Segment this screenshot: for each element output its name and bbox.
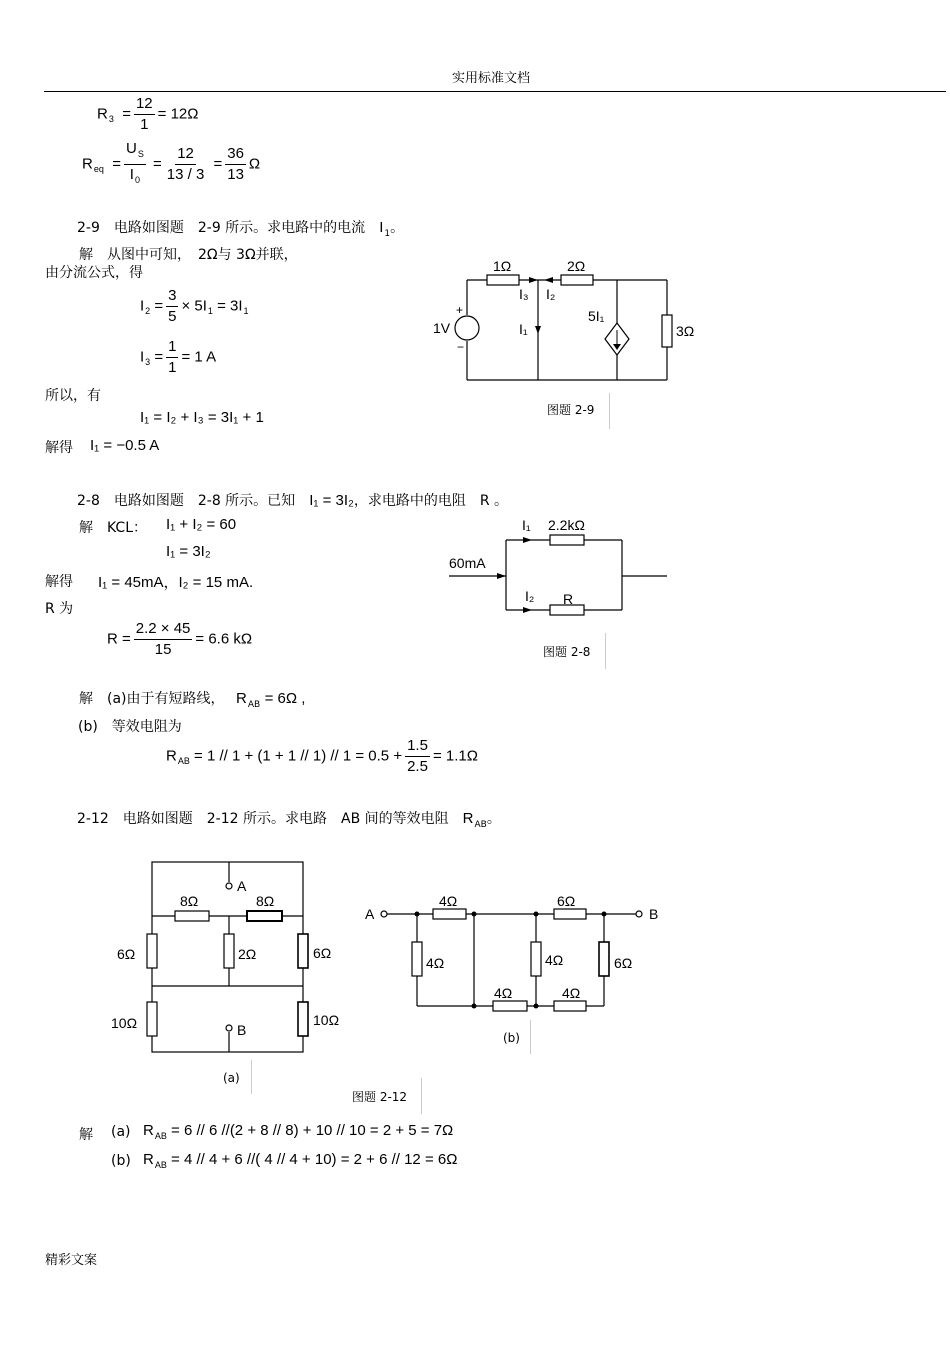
p28-label-r1: 2.2kΩ [548, 517, 585, 533]
p212-sol-label: 解 [79, 1127, 93, 1143]
p212-sol-b-tag: (b) [111, 1153, 131, 1169]
p29-eq1-mid-sub: 1 [207, 306, 213, 317]
p212-sol-b [143, 1151, 457, 1170]
p29-resistor-3ohm [662, 315, 672, 347]
p212-sol-b-rest: = 4 // 4 + 6 //( 4 // 4 + 10) = 2 + 6 // 12 = 6Ω [171, 1151, 458, 1168]
p29-eq2-rhs: = 1 A [181, 348, 217, 366]
eq-r3-den: 1 [140, 116, 149, 133]
p28-sol-label: 解 KCL： [79, 520, 147, 536]
eq-r3-frac [134, 95, 155, 134]
p29-label-i2: I₂ [546, 286, 556, 302]
p29-problem-text: 2-9 电路如图题 2-9 所示。求电路中的电流 [77, 220, 366, 236]
p212b-label-b: B [649, 906, 659, 922]
p212a-label-r2: 2Ω [238, 946, 257, 962]
p28-arrow-i1 [523, 537, 532, 543]
p212a-resistor-10ohm-left [147, 1002, 157, 1036]
p29-label-i1: I₁ [519, 321, 528, 337]
p29-eq2-sub: 3 [145, 357, 151, 368]
eq-req-d3: 13 [227, 166, 244, 183]
p211-eq-rhs: = 1.1Ω [432, 747, 478, 765]
eq-req-n1-sub: S [137, 149, 144, 159]
eq-req-d1-sub: 0 [134, 175, 140, 185]
eq-r3-res: 12Ω [170, 105, 199, 123]
p29-problem [77, 217, 404, 239]
p212-problem-var: R [462, 810, 474, 827]
p212-sol-a-rest: = 6 // 6 //(2 + 8 // 8) + 10 // 10 = 2 + 5 = 7Ω [171, 1122, 454, 1139]
p28-arrow-src [497, 573, 506, 579]
p212-caption-mark [421, 1078, 422, 1114]
p212-problem-text: 2-12 电路如图题 2-12 所示。求电路 AB 间的等效电阻 [77, 811, 449, 827]
p212b-resistor-4ohm-bot1 [493, 1001, 527, 1011]
p28-eq1: I₁ + I₂ = 60 [166, 516, 237, 533]
p29-eq3: I₁ = I₂ + I₃ = 3I₁ + 1 [140, 409, 264, 426]
p212a-resistor-2ohm [224, 934, 234, 968]
header-rule [44, 91, 946, 92]
p212b-resistor-4ohm-mid [531, 942, 541, 976]
p212a-resistor-6ohm-right [298, 934, 308, 968]
p28-label-i2: I₂ [525, 588, 535, 604]
p29-eq2-den: 1 [168, 359, 177, 376]
eq-req: $R_{eq}$ = $\frac{U_S}{I_0}$ = $\frac{12}{13 / 3}$ = $\frac{36}{13}$ Ω [82, 140, 260, 189]
eq-r3-sub: 3 [108, 114, 114, 125]
eq-req-d2: 13 / 3 [166, 166, 205, 183]
p29-resistor-1ohm [487, 275, 519, 285]
eq-r3: $R_3$ = $\frac{12}{1}$ = 12Ω [97, 95, 199, 133]
p211-eq-num: 1.5 [405, 737, 430, 757]
p212a-resistor-6ohm-left [147, 934, 157, 968]
p212a-label-a: A [237, 878, 247, 894]
p212a-resistor-8ohm-left [175, 911, 209, 921]
p29-label-src: 1V [433, 320, 451, 336]
p28-r-frac [134, 620, 193, 659]
p29-result-label: 解得 [45, 440, 73, 456]
p28-r-rhs: = 6.6 kΩ [195, 630, 253, 648]
p29-resistor-2ohm [561, 275, 593, 285]
p29-eq1-rhs-sub: 1 [243, 306, 249, 317]
p212-caption-a-mark [251, 1060, 252, 1094]
eq-req-n1: U [125, 140, 137, 157]
p29-eq2: $I_3$ = $\frac{1}{1}$ = 1 A [140, 338, 217, 376]
p28-r-num: 2.2 × 45 [134, 620, 193, 640]
eq-req-sub: eq [93, 164, 104, 175]
p212b-label-r4left: 4Ω [426, 955, 445, 971]
p29-voltage-source [455, 316, 479, 340]
p28-arrow-i2 [523, 607, 532, 613]
p29-caption-mark [609, 393, 610, 429]
p29-label-plus: + [456, 303, 464, 317]
p28-label-i1: I₁ [522, 517, 531, 533]
p212b-label-r4bot1: 4Ω [494, 985, 513, 1001]
p28-result-label: 解得 [45, 574, 73, 590]
p212b-label-r4top: 4Ω [439, 893, 458, 909]
circuit-2-8 [445, 510, 675, 620]
p212a-label-r6r: 6Ω [313, 945, 332, 961]
p211-line-a-post: = 6Ω , [264, 690, 306, 707]
p211-line-a-text: 解 (a)由于有短路线， [79, 691, 218, 707]
p212b-resistor-4ohm-bot2 [554, 1001, 586, 1011]
p28-problem-eq: I₁ = 3I₂ [309, 492, 354, 509]
p212-sol-a-tag: (a) [111, 1124, 131, 1140]
p212-caption: 图题 2-12 [352, 1090, 408, 1104]
p212-caption-b-mark [530, 1020, 531, 1054]
eq-req-unit: Ω [248, 155, 261, 173]
p28-r-eq [107, 620, 252, 659]
p212-sol-a [143, 1122, 453, 1141]
p211-eq-mid: = 1 // 1 + (1 + 1 // 1) // 1 = 0.5 + [194, 747, 403, 765]
p29-eq1-sub: 2 [145, 306, 151, 317]
p28-problem-text: 2-8 电路如图题 2-8 所示。已知 [77, 493, 296, 509]
p212a-terminal-b [226, 1025, 232, 1031]
p29-eq2-frac [166, 338, 178, 377]
p212a-label-r10l: 10Ω [111, 1015, 138, 1031]
p211-line-a-var: R [235, 690, 247, 707]
eq-req-lhs: R [82, 155, 93, 173]
p212-caption-a: (a) [223, 1071, 240, 1085]
p212b-label-a: A [365, 906, 375, 922]
eq-req-d1: I [129, 166, 134, 183]
p212a-label-b: B [237, 1022, 247, 1038]
page-header: 实用标准文档 [452, 71, 531, 86]
p212a-terminal-a [226, 883, 232, 889]
p28-caption: 图题 2-8 [543, 645, 591, 659]
p28-caption-mark [605, 633, 606, 669]
p29-caption: 图题 2-9 [547, 403, 595, 417]
p212a-label-r8a: 8Ω [180, 893, 199, 909]
p29-problem-sub: 1 [384, 229, 391, 239]
p212-problem [77, 808, 501, 830]
p29-eq1-num: 3 [166, 287, 178, 307]
p29-arrow-i2 [544, 277, 553, 283]
circuit-2-12a [105, 855, 355, 1065]
p212b-label-r4mid: 4Ω [545, 952, 564, 968]
p29-label-minus: − [457, 340, 465, 354]
p29-eq2-num: 1 [166, 338, 178, 358]
p29-arrow-i3 [529, 277, 538, 283]
p29-eq1-lhs: I [140, 297, 145, 315]
p211-line-a-sub: AB [247, 700, 261, 710]
p211-eq-sub: AB [177, 756, 190, 767]
p29-eq1: $I_2$ = $\frac{3}{5}$ × $5I_1 = 3I_1$ [140, 287, 249, 325]
p212a-resistor-8ohm-right [247, 911, 282, 921]
p29-result: I₁ = −0.5 A [90, 437, 160, 454]
p28-resistor-2k2 [550, 535, 584, 545]
p212a-label-r8b: 8Ω [256, 893, 275, 909]
p29-label-r1: 1Ω [493, 258, 512, 274]
p212b-label-r6top: 6Ω [557, 893, 576, 909]
p29-arrow-i1 [535, 326, 541, 334]
p211-line-b: (b) 等效电阻为 [78, 719, 182, 735]
p212b-resistor-4ohm-left [412, 942, 422, 976]
p29-sol-line1: 解 从图中可知， 2Ω与 3Ω并联， [79, 247, 298, 263]
eq-req-frac3 [225, 145, 246, 184]
eq-req-frac2 [165, 145, 207, 184]
p28-result: I₁ = 45mA，I₂ = 15 mA. [98, 574, 254, 591]
p29-label-r2: 2Ω [567, 258, 586, 274]
p29-problem-post: 。 [390, 220, 405, 236]
p28-label-r: R [563, 591, 574, 607]
p28-label-src: 60mA [449, 555, 486, 571]
p212b-resistor-6ohm-right [599, 942, 609, 976]
p212b-label-r4bot2: 4Ω [562, 985, 581, 1001]
p212-problem-sub: AB [474, 820, 487, 830]
p212a-label-r10r: 10Ω [313, 1012, 340, 1028]
p212a-resistor-10ohm-right [298, 1002, 308, 1036]
p29-label-i3: I₃ [519, 286, 529, 302]
p212b-resistor-6ohm-top [554, 909, 586, 919]
p29-eq1-den: 5 [168, 308, 177, 325]
p211-line-a [79, 688, 305, 710]
eq-r3-lhs: R [97, 105, 108, 123]
p28-eq2: I₁ = 3I₂ [166, 543, 211, 560]
eq-r3-num: 12 [134, 95, 155, 115]
p28-r-lhs: R = [107, 630, 131, 648]
p212b-label-r6right: 6Ω [614, 955, 633, 971]
p28-r-label: R 为 [45, 601, 74, 617]
page-footer: 精彩文案 [45, 1253, 98, 1268]
p212b-terminal-a [381, 911, 387, 917]
p29-label-dep: 5I₁ [588, 308, 605, 324]
p212-caption-b: (b) [503, 1031, 520, 1045]
p28-problem-post: ，求电路中的电阻 R 。 [353, 493, 509, 509]
p211-eq-frac [405, 737, 430, 776]
p212-problem-post: 。 [486, 811, 501, 827]
p211-eq-den: 2.5 [407, 758, 428, 775]
eq-req-n3: 36 [225, 145, 246, 165]
p212-sol-b-var: R [143, 1151, 154, 1168]
p212-sol-b-sub: AB [154, 1160, 167, 1170]
eq-req-frac1 [124, 140, 146, 189]
p212b-terminal-b [636, 911, 642, 917]
p212a-label-r6l: 6Ω [117, 946, 136, 962]
p29-eq1-frac [166, 287, 178, 326]
p211-eq-lhs: R [166, 747, 177, 765]
p211-eq [166, 737, 478, 776]
p212-sol-a-var: R [143, 1122, 154, 1139]
p28-problem [77, 490, 508, 510]
p29-eq2-lhs: I [140, 348, 145, 366]
circuit-2-12b [360, 885, 670, 1030]
p29-sol-line2: 由分流公式，得 [45, 265, 143, 281]
p29-so: 所以，有 [45, 388, 101, 404]
p29-eq1-rhs: = 3I [217, 297, 243, 315]
p212-sol-a-sub: AB [154, 1131, 167, 1141]
p28-r-den: 15 [154, 641, 172, 658]
p29-label-r3: 3Ω [676, 323, 695, 339]
eq-req-n2: 12 [175, 145, 196, 165]
p29-problem-var: I [379, 219, 384, 236]
p29-eq1-mid: × 5I [181, 297, 207, 315]
p212b-resistor-4ohm-top [433, 909, 466, 919]
